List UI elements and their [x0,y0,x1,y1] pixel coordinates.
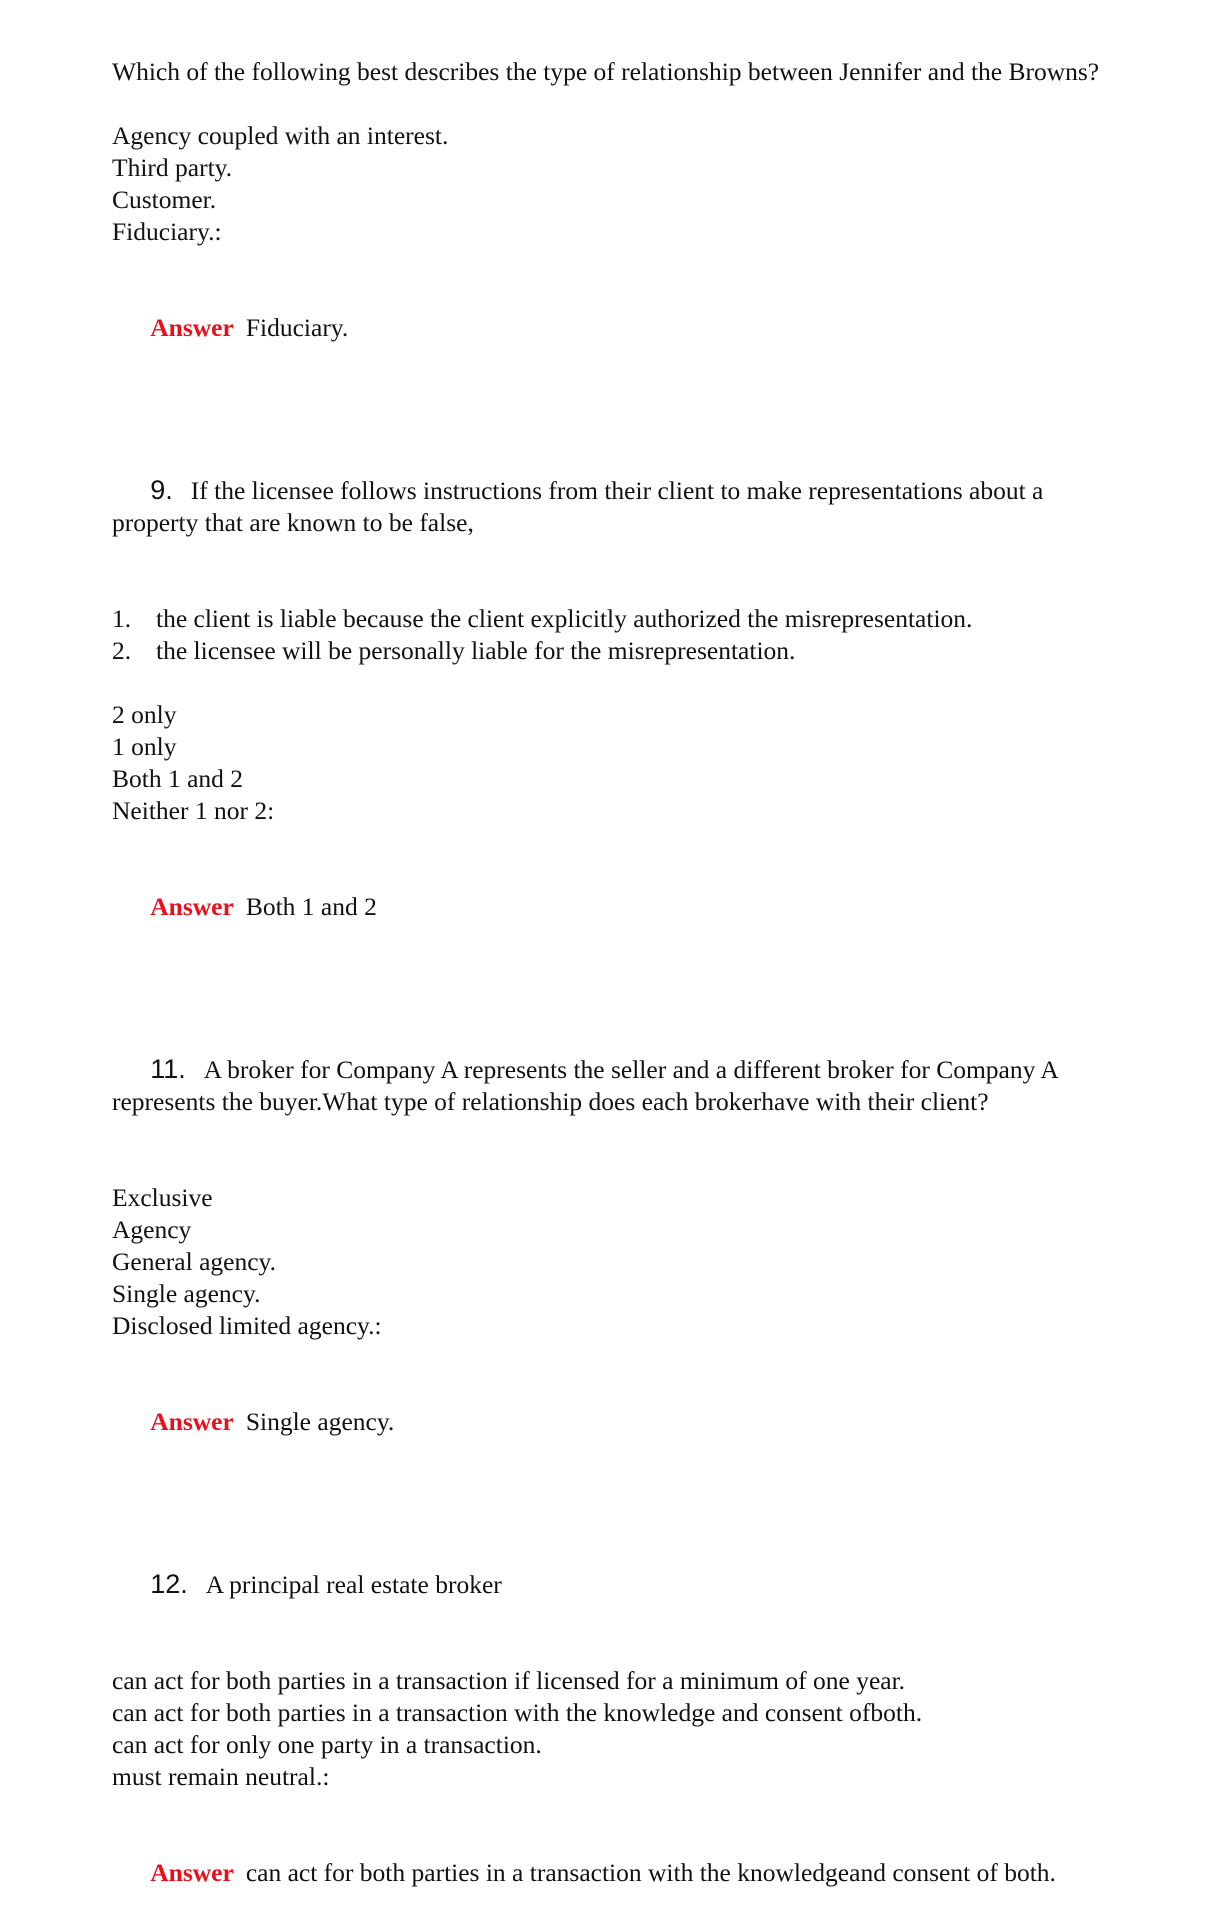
question-number: 9. [150,475,173,505]
question-line [112,1536,1122,1633]
option: must remain neutral.: [112,1762,330,1791]
option: Exclusive [112,1183,213,1212]
answer-line [112,1374,1122,1470]
answer-text: can act for both parties in a transaction with the knowledgeand consent of both. [245,1858,1056,1887]
answer-line [112,859,1122,955]
question-text: Which of the following best describes the type of relationship between Jennifer and the Browns? [112,57,1100,86]
statement-text: the licensee will be personally liable for the misrepresentation. [156,636,796,665]
answer-text: Fiduciary. [245,313,349,342]
question-12 [112,1536,1122,1921]
option: Single agency. [112,1279,261,1308]
statement-item [112,603,1122,635]
statement-list [112,603,1122,667]
option: Agency [112,1215,192,1244]
option: can act for only one party in a transaction. [112,1730,542,1759]
question-number: 12. [150,1569,188,1599]
option: Agency coupled with an interest. [112,121,449,150]
question-text: A principal real estate broker [205,1570,502,1599]
answer-label: Answer [150,892,234,921]
statement-number: 1. [112,604,132,633]
answer-line [112,280,1122,376]
statement-item [112,635,1122,667]
answer-text: Both 1 and 2 [245,892,377,921]
answer-label: Answer [150,1407,234,1436]
option: Disclosed limited agency.: [112,1311,382,1340]
statement-number: 2. [112,636,132,665]
option: Neither 1 nor 2: [112,796,275,825]
answer-line [112,1825,1122,1921]
question-number: 11. [150,1054,186,1084]
question-prev [112,56,1122,376]
option: can act for both parties in a transaction with the knowledge and consent ofboth. [112,1698,923,1727]
question-line [112,442,1102,571]
option: 1 only [112,732,177,761]
question-11 [112,1021,1122,1470]
question-line [112,1021,1112,1150]
option: can act for both parties in a transaction if licensed for a minimum of one year. [112,1666,906,1695]
answer-label: Answer [150,313,234,342]
question-text: If the licensee follows instructions from their client to make representations about a property that are known to be false, [112,476,1050,537]
document-page [112,56,1122,1921]
statement-text: the client is liable because the client explicitly authorized the misrepresentation. [156,604,973,633]
option: 2 only [112,700,177,729]
question-9 [112,442,1122,955]
option: General agency. [112,1247,276,1276]
option: Third party. [112,153,233,182]
option: Fiduciary.: [112,217,222,246]
option: Both 1 and 2 [112,764,244,793]
question-text: A broker for Company A represents the seller and a different broker for Company A represents the buyer.What type of relationship does each brokerhave with their client? [112,1055,1064,1116]
answer-label: Answer [150,1858,234,1887]
answer-text: Single agency. [245,1407,395,1436]
option: Customer. [112,185,217,214]
